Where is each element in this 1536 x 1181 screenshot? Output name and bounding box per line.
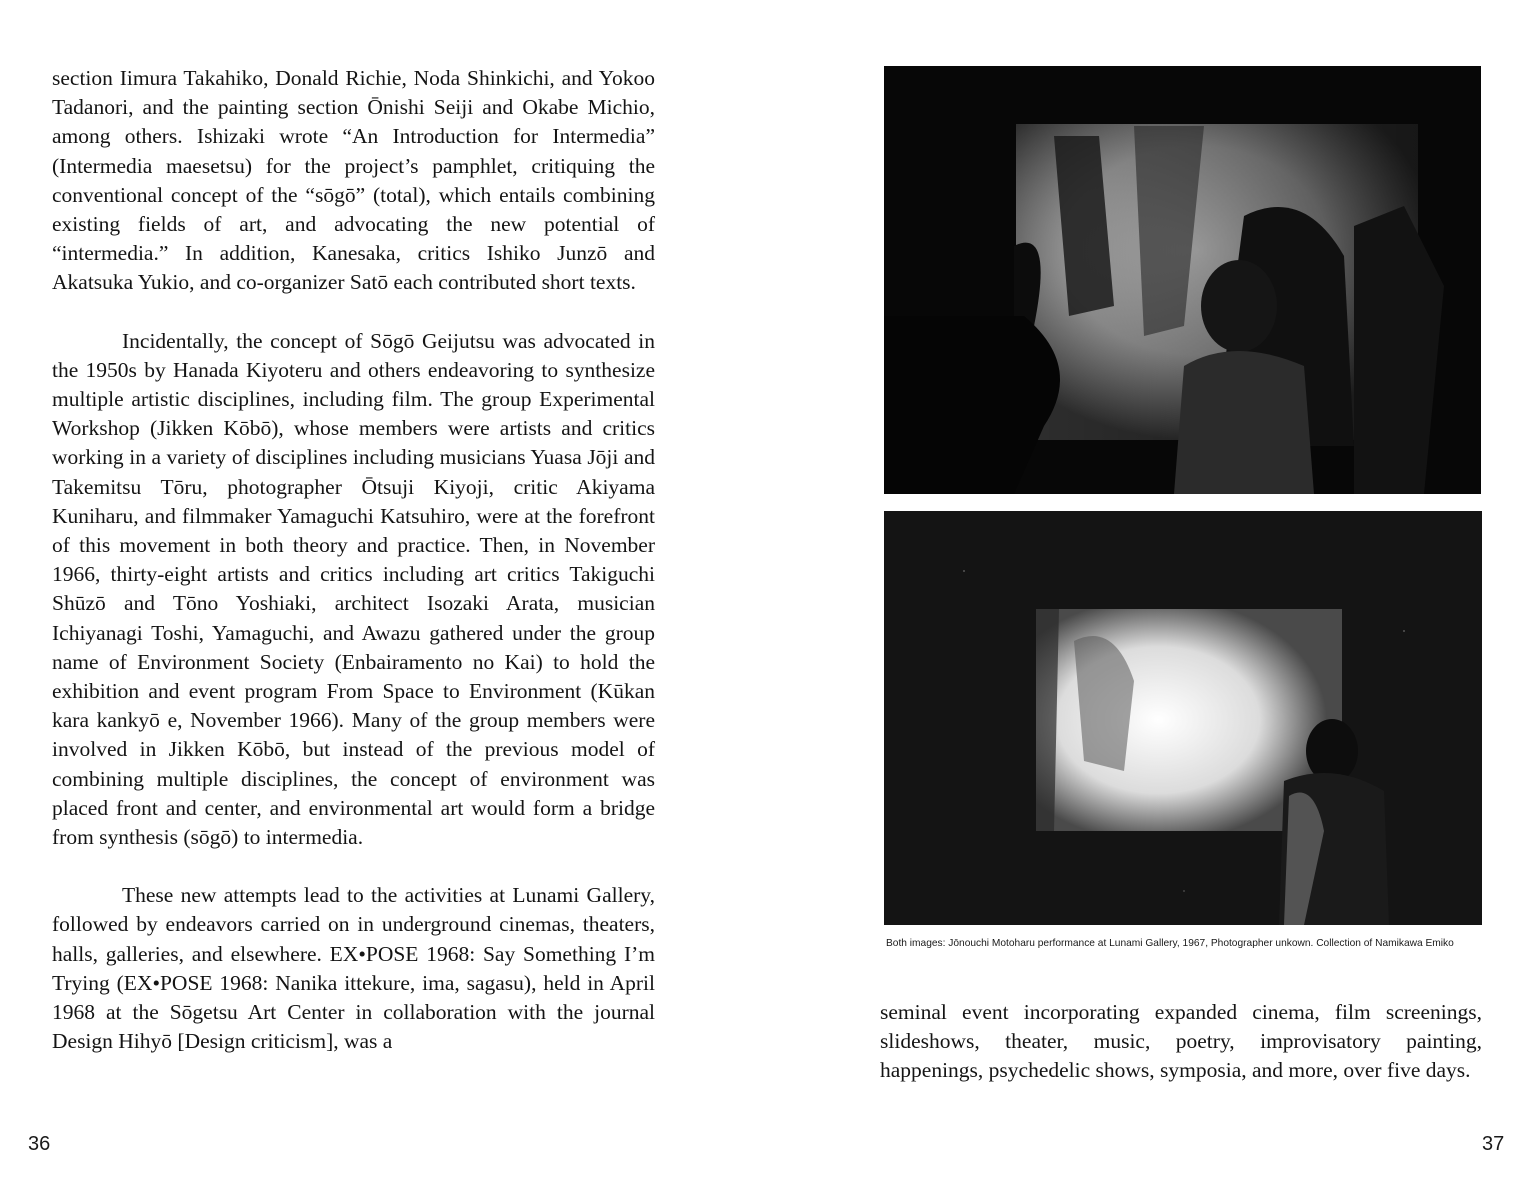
performance-photo-top <box>884 66 1481 494</box>
photo-bottom-image <box>884 511 1482 925</box>
paragraph-1: section Iimura Takahiko, Donald Richie, Noda Shinkichi, and Yokoo Tadanori, and the painting section Ōnishi Seiji and Okabe Michio, among others. Ishizaki wrote “An Introduction for Intermedia” (Intermedia maesetsu) for the project’s pamphlet, critiquing the conventional concept of the “sōgō” (total), which entails combining existing fields of art, and advocating the new potential of “intermedia.” In addition, Kanesaka, critics Ishiko Junzō and Akatsuka Yukio, and co-organizer Satō each contributed short texts. <box>52 66 655 295</box>
paragraph-3: These new attempts lead to the activities at Lunami Gallery, followed by endeavors carried on in underground cinemas, theaters, halls, galleries, and elsewhere. EX•POSE 1968: Say Something I’m Trying (EX•POSE 1968: Nanika ittekure, ima, sagasu), held in April 1968 at the Sōgetsu Art Center in collaboration with the journal Design Hihyō [Design criticism], was a <box>52 883 655 1054</box>
performance-photo-bottom <box>884 511 1482 925</box>
page-number-right: 37 <box>1482 1133 1505 1155</box>
right-page-text: seminal event incorporating expanded cinema, film screenings, slideshows, theater, music, poetry, improvisatory painting, happenings, psychedelic shows, symposia, and more, over five days. <box>880 1000 1482 1083</box>
paragraph-2: Incidentally, the concept of Sōgō Geijutsu was advocated in the 1950s by Hanada Kiyoteru and others endeavoring to synthesize multiple artistic disciplines, including film. The group Experimental Workshop (Jikken Kōbō), whose members were artists and critics working in a variety of disciplines including musicians Yuasa Jōji and Takemitsu Tōru, photographer Ōtsuji Kiyoji, critic Akiyama Kuniharu, and filmmaker Yamaguchi Katsuhiro, were at the forefront of this movement in both theory and practice. Then, in November 1966, thirty-eight artists and critics including art critics Takiguchi Shūzō and Tōno Yoshiaki, architect Isozaki Arata, musician Ichiyanagi Toshi, Yamaguchi, and Awazu gathered under the group name of Environment Society (Enbairamento no Kai) to hold the exhibition and event program From Space to Environment (Kūkan kara kankyō e, November 1966). Many of the group members were involved in Jikken Kōbō, but instead of the previous model of combining multiple disciplines, the concept of environment was placed front and center, and environmental art would form a bridge from synthesis (sōgō) to intermedia. <box>52 328 655 850</box>
photo-caption: Both images: Jōnouchi Motoharu performance at Lunami Gallery, 1967, Photographer unkown. Collection of Namikawa Emiko <box>886 938 1454 949</box>
left-page-text <box>52 64 655 1086</box>
right-page <box>768 0 1536 1181</box>
photo-top-image <box>884 66 1481 494</box>
page-number-left: 36 <box>28 1133 51 1155</box>
